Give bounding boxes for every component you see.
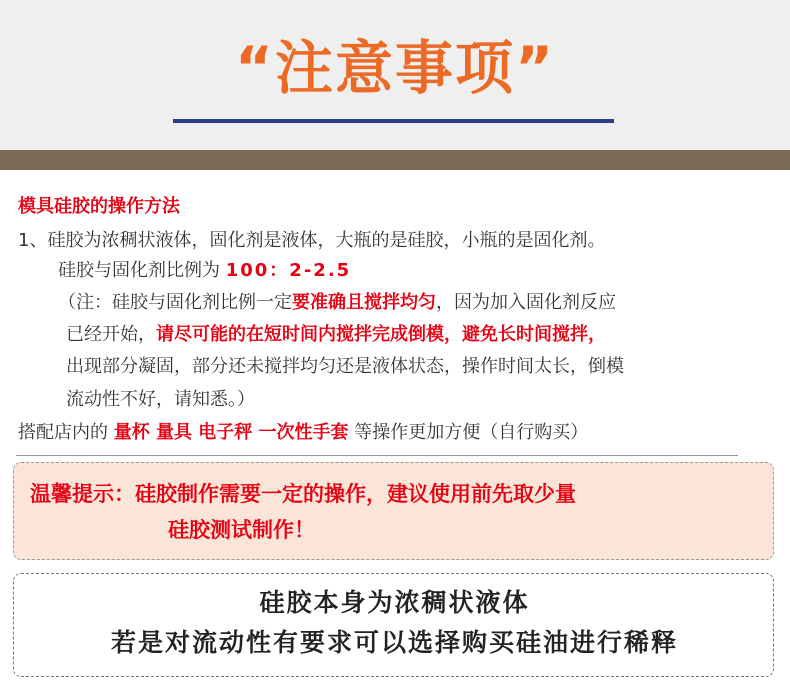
note-emphasis: 请尽可能的在短时间内搅拌完成倒模，避免长时间搅拌， — [156, 324, 606, 345]
tip-line-1: 温馨提示：硅胶制作需要一定的操作，建议使用前先取少量 — [30, 482, 576, 506]
tools-note: 等操作更加方便（自行购买） — [354, 422, 589, 443]
note-line-4: 流动性不好，请知悉。） — [66, 389, 255, 410]
note-text: （注：硅胶与固化剂比例一定 — [58, 292, 292, 313]
tools-line — [18, 418, 588, 448]
note-box-line-1: 硅胶本身为浓稠状液体 — [259, 588, 530, 617]
note-line-3: 出现部分凝固，部分还未搅拌均匀还是液体状态，操作时间太长，倒模 — [66, 356, 624, 377]
tools-label: 搭配店内的 — [18, 422, 108, 443]
tools-list: 量杯 量具 电子秤 一次性手套 — [113, 422, 349, 443]
note-box-line-2: 若是对流动性有要求可以选择购买硅油进行稀释 — [110, 628, 678, 657]
ratio-value: 100：2-2.5 — [225, 260, 352, 281]
section-heading: 模具硅胶的操作方法 — [18, 196, 180, 217]
note-line-2 — [66, 320, 606, 350]
ratio-line — [58, 256, 351, 286]
divider-band — [0, 150, 790, 170]
note-text: 已经开始， — [66, 324, 156, 345]
ratio-label: 硅胶与固化剂比例为 — [58, 260, 220, 281]
instruction-line-1: 1、硅胶为浓稠状液体，固化剂是液体，大瓶的是硅胶，小瓶的是固化剂。 — [18, 230, 606, 251]
note-box — [13, 573, 774, 677]
title-underline — [173, 119, 614, 123]
separator-line — [16, 455, 738, 456]
page-title: “注意事项” — [234, 34, 556, 102]
note-line-1 — [58, 288, 616, 318]
tip-line-2: 硅胶测试制作！ — [168, 518, 315, 542]
note-text: ，因为加入固化剂反应 — [436, 292, 616, 313]
note-emphasis: 要准确且搅拌均匀 — [292, 292, 436, 313]
tip-box — [13, 462, 774, 560]
